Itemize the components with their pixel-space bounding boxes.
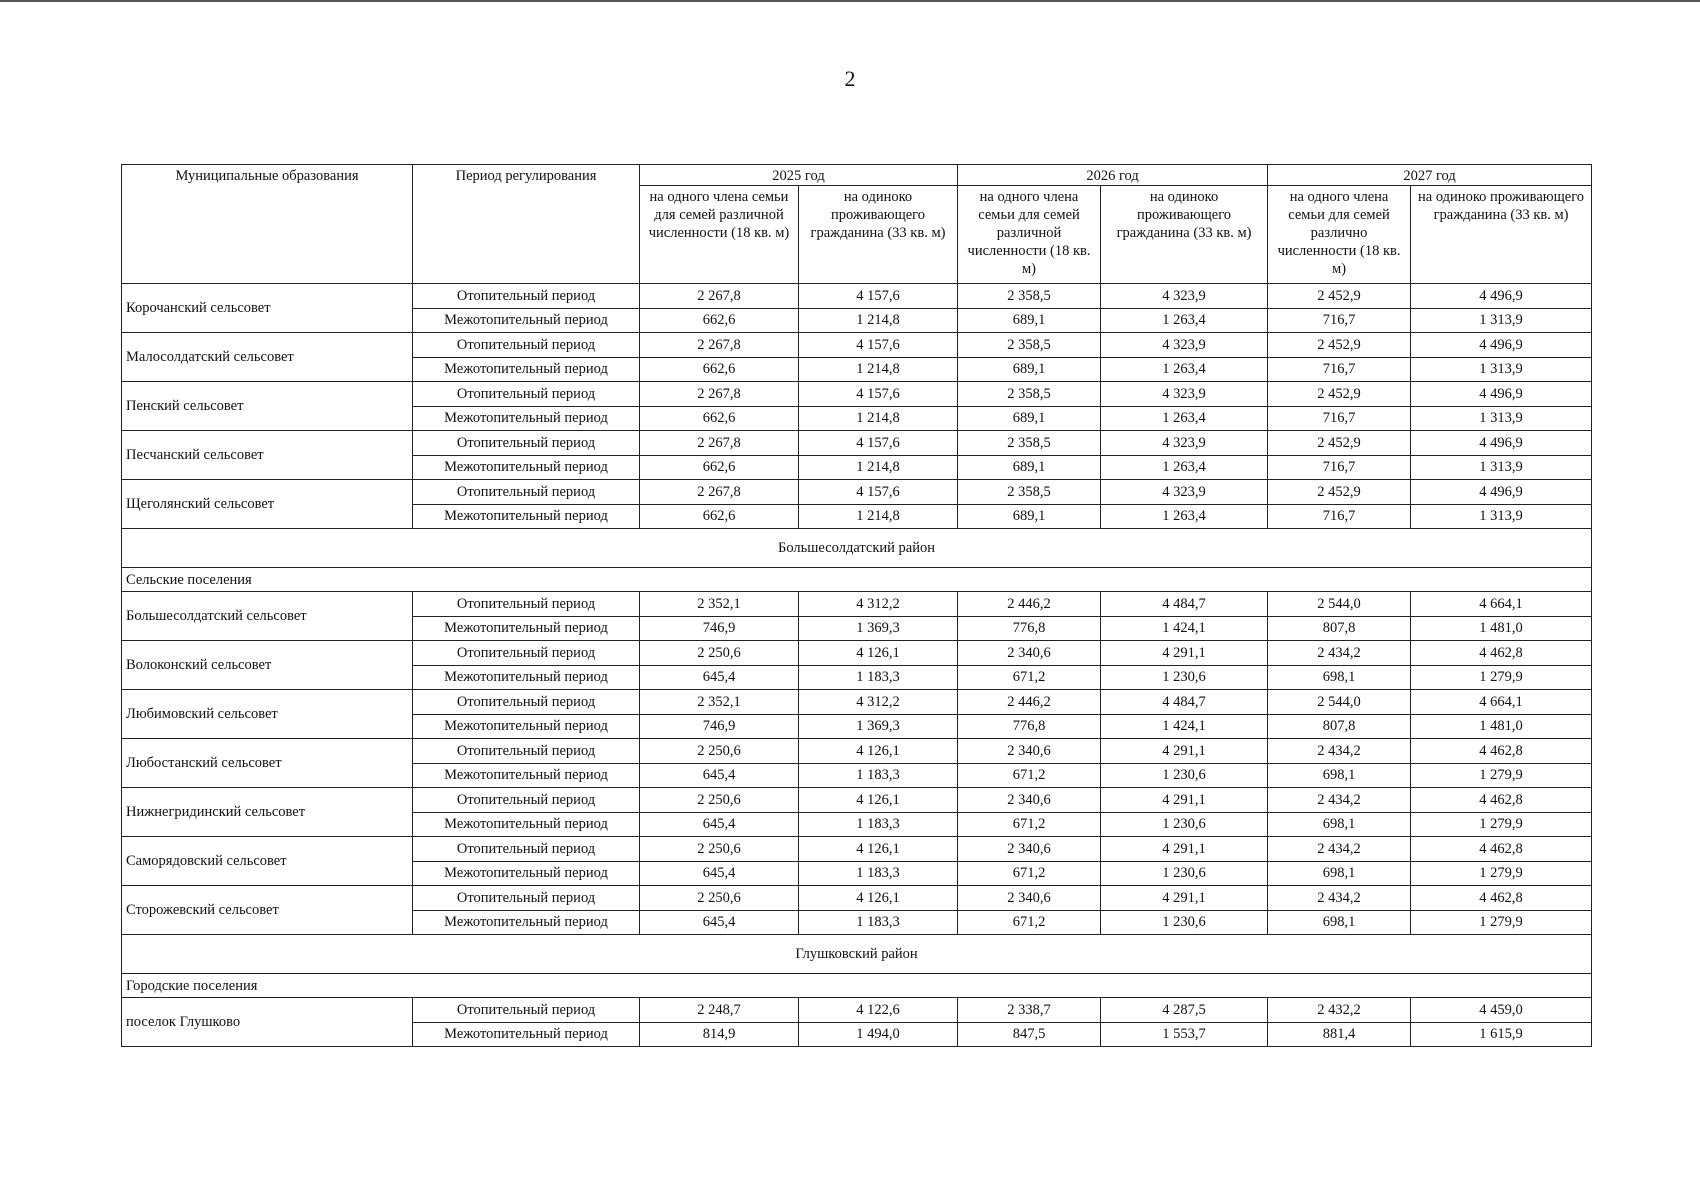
heating-period-label: Отопительный период: [413, 431, 640, 456]
heating-period-label: Отопительный период: [413, 284, 640, 309]
value-cell: 2 250,6: [640, 788, 799, 813]
value-cell: 4 157,6: [799, 382, 958, 407]
value-cell: 4 126,1: [799, 739, 958, 764]
value-cell: 2 358,5: [958, 333, 1101, 358]
district-title: Большесолдатский район: [122, 529, 1592, 568]
value-cell: 4 496,9: [1411, 284, 1592, 309]
value-cell: 1 183,3: [799, 861, 958, 886]
value-cell: 1 424,1: [1101, 714, 1268, 739]
value-cell: 4 291,1: [1101, 641, 1268, 666]
value-cell: 4 312,2: [799, 690, 958, 715]
value-cell: 807,8: [1268, 714, 1411, 739]
value-cell: 1 313,9: [1411, 455, 1592, 480]
value-cell: 671,2: [958, 763, 1101, 788]
value-cell: 2 340,6: [958, 886, 1101, 911]
non-heating-period-label: Межотопительный период: [413, 616, 640, 641]
value-cell: 4 496,9: [1411, 431, 1592, 456]
table-body: [122, 284, 1592, 1047]
value-cell: 2 544,0: [1268, 690, 1411, 715]
value-cell: 716,7: [1268, 504, 1411, 529]
value-cell: 4 462,8: [1411, 886, 1592, 911]
non-heating-period-label: Межотопительный период: [413, 910, 640, 935]
non-heating-period-label: Межотопительный период: [413, 357, 640, 382]
non-heating-period-label: Межотопительный период: [413, 406, 640, 431]
settlement-type-label: Сельские поселения: [122, 568, 1592, 592]
value-cell: 1 230,6: [1101, 910, 1268, 935]
value-cell: 4 484,7: [1101, 592, 1268, 617]
value-cell: 2 267,8: [640, 284, 799, 309]
value-cell: 1 369,3: [799, 616, 958, 641]
table-row: [122, 641, 1592, 666]
page-number: 2: [844, 66, 856, 91]
header-municipality: Муниципальные образования: [122, 165, 413, 284]
value-cell: 4 484,7: [1101, 690, 1268, 715]
value-cell: 1 313,9: [1411, 357, 1592, 382]
tariff-table: [121, 164, 1592, 1047]
value-cell: 2 267,8: [640, 431, 799, 456]
value-cell: 1 313,9: [1411, 504, 1592, 529]
value-cell: 716,7: [1268, 308, 1411, 333]
value-cell: 2 340,6: [958, 788, 1101, 813]
value-cell: 671,2: [958, 665, 1101, 690]
value-cell: 4 291,1: [1101, 788, 1268, 813]
value-cell: 1 214,8: [799, 455, 958, 480]
value-cell: 2 352,1: [640, 592, 799, 617]
value-cell: 4 323,9: [1101, 382, 1268, 407]
value-cell: 671,2: [958, 910, 1101, 935]
municipality-name: поселок Глушково: [122, 998, 413, 1047]
value-cell: 2 338,7: [958, 998, 1101, 1023]
header-year-2027: 2027 год: [1268, 165, 1592, 186]
value-cell: 2 452,9: [1268, 284, 1411, 309]
municipality-name: Пенский сельсовет: [122, 382, 413, 431]
value-cell: 645,4: [640, 665, 799, 690]
value-cell: 645,4: [640, 861, 799, 886]
value-cell: 645,4: [640, 910, 799, 935]
value-cell: 2 432,2: [1268, 998, 1411, 1023]
value-cell: 4 664,1: [1411, 690, 1592, 715]
heating-period-label: Отопительный период: [413, 788, 640, 813]
non-heating-period-label: Межотопительный период: [413, 455, 640, 480]
non-heating-period-label: Межотопительный период: [413, 763, 640, 788]
value-cell: 671,2: [958, 812, 1101, 837]
value-cell: 2 446,2: [958, 592, 1101, 617]
heating-period-label: Отопительный период: [413, 886, 640, 911]
value-cell: 662,6: [640, 504, 799, 529]
table-row: [122, 739, 1592, 764]
municipality-name: Любостанский сельсовет: [122, 739, 413, 788]
value-cell: 807,8: [1268, 616, 1411, 641]
table-row: [122, 592, 1592, 617]
value-cell: 1 279,9: [1411, 812, 1592, 837]
value-cell: 716,7: [1268, 455, 1411, 480]
value-cell: 698,1: [1268, 910, 1411, 935]
value-cell: 847,5: [958, 1022, 1101, 1047]
value-cell: 1 263,4: [1101, 357, 1268, 382]
value-cell: 2 452,9: [1268, 333, 1411, 358]
value-cell: 4 664,1: [1411, 592, 1592, 617]
table-row: [122, 837, 1592, 862]
value-cell: 662,6: [640, 308, 799, 333]
value-cell: 4 462,8: [1411, 641, 1592, 666]
value-cell: 1 183,3: [799, 812, 958, 837]
value-cell: 4 287,5: [1101, 998, 1268, 1023]
value-cell: 1 230,6: [1101, 763, 1268, 788]
municipality-name: Волоконский сельсовет: [122, 641, 413, 690]
header-subcolumn: на одного члена семьи для семей различной численности (18 кв. м): [958, 186, 1101, 284]
heating-period-label: Отопительный период: [413, 382, 640, 407]
value-cell: 4 157,6: [799, 284, 958, 309]
value-cell: 1 279,9: [1411, 910, 1592, 935]
value-cell: 2 340,6: [958, 837, 1101, 862]
non-heating-period-label: Межотопительный период: [413, 714, 640, 739]
value-cell: 1 183,3: [799, 665, 958, 690]
value-cell: 2 358,5: [958, 431, 1101, 456]
value-cell: 698,1: [1268, 861, 1411, 886]
value-cell: 4 126,1: [799, 837, 958, 862]
table-row: [122, 333, 1592, 358]
header-subcolumn: на одиноко проживающего гражданина (33 кв. м): [1411, 186, 1592, 284]
value-cell: 776,8: [958, 616, 1101, 641]
value-cell: 716,7: [1268, 406, 1411, 431]
value-cell: 4 323,9: [1101, 431, 1268, 456]
header-row-years: [122, 165, 1592, 186]
table-row: [122, 998, 1592, 1023]
table-row: [122, 788, 1592, 813]
value-cell: 2 250,6: [640, 837, 799, 862]
value-cell: 4 496,9: [1411, 333, 1592, 358]
value-cell: 4 312,2: [799, 592, 958, 617]
value-cell: 4 323,9: [1101, 333, 1268, 358]
value-cell: 4 126,1: [799, 886, 958, 911]
value-cell: 689,1: [958, 406, 1101, 431]
value-cell: 2 434,2: [1268, 886, 1411, 911]
value-cell: 746,9: [640, 616, 799, 641]
non-heating-period-label: Межотопительный период: [413, 812, 640, 837]
value-cell: 716,7: [1268, 357, 1411, 382]
value-cell: 1 481,0: [1411, 714, 1592, 739]
value-cell: 1 263,4: [1101, 308, 1268, 333]
value-cell: 2 452,9: [1268, 382, 1411, 407]
value-cell: 4 122,6: [799, 998, 958, 1023]
value-cell: 1 313,9: [1411, 406, 1592, 431]
value-cell: 1 214,8: [799, 504, 958, 529]
value-cell: 1 214,8: [799, 406, 958, 431]
value-cell: 1 214,8: [799, 357, 958, 382]
value-cell: 1 279,9: [1411, 763, 1592, 788]
heating-period-label: Отопительный период: [413, 690, 640, 715]
value-cell: 1 279,9: [1411, 861, 1592, 886]
value-cell: 689,1: [958, 504, 1101, 529]
value-cell: 746,9: [640, 714, 799, 739]
value-cell: 2 434,2: [1268, 837, 1411, 862]
value-cell: 4 291,1: [1101, 739, 1268, 764]
header-subcolumn: на одиноко проживающего гражданина (33 кв. м): [799, 186, 958, 284]
value-cell: 2 358,5: [958, 284, 1101, 309]
value-cell: 1 481,0: [1411, 616, 1592, 641]
header-subcolumn: на одиноко проживающего гражданина (33 кв. м): [1101, 186, 1268, 284]
heating-period-label: Отопительный период: [413, 641, 640, 666]
header-year-2026: 2026 год: [958, 165, 1268, 186]
value-cell: 2 340,6: [958, 739, 1101, 764]
value-cell: 814,9: [640, 1022, 799, 1047]
value-cell: 698,1: [1268, 763, 1411, 788]
municipality-name: Сторожевский сельсовет: [122, 886, 413, 935]
tariff-table-container: [121, 164, 1591, 1047]
value-cell: 1 263,4: [1101, 504, 1268, 529]
settlement-type-row: [122, 568, 1592, 592]
value-cell: 645,4: [640, 763, 799, 788]
heating-period-label: Отопительный период: [413, 739, 640, 764]
non-heating-period-label: Межотопительный период: [413, 504, 640, 529]
heating-period-label: Отопительный период: [413, 333, 640, 358]
value-cell: 1 263,4: [1101, 406, 1268, 431]
value-cell: 4 496,9: [1411, 480, 1592, 505]
value-cell: 2 358,5: [958, 382, 1101, 407]
value-cell: 1 424,1: [1101, 616, 1268, 641]
page-top-border: [0, 0, 1700, 2]
value-cell: 2 544,0: [1268, 592, 1411, 617]
value-cell: 4 462,8: [1411, 739, 1592, 764]
heating-period-label: Отопительный период: [413, 998, 640, 1023]
municipality-name: Корочанский сельсовет: [122, 284, 413, 333]
heating-period-label: Отопительный период: [413, 592, 640, 617]
table-row: [122, 382, 1592, 407]
value-cell: 689,1: [958, 455, 1101, 480]
value-cell: 1 313,9: [1411, 308, 1592, 333]
value-cell: 881,4: [1268, 1022, 1411, 1047]
value-cell: 1 369,3: [799, 714, 958, 739]
value-cell: 1 230,6: [1101, 861, 1268, 886]
header-period: Период регулирования: [413, 165, 640, 284]
table-row: [122, 284, 1592, 309]
header-subcolumn: на одного члена семьи для семей различной численности (18 кв. м): [640, 186, 799, 284]
value-cell: 662,6: [640, 455, 799, 480]
non-heating-period-label: Межотопительный период: [413, 861, 640, 886]
value-cell: 4 291,1: [1101, 886, 1268, 911]
value-cell: 1 230,6: [1101, 665, 1268, 690]
district-row: [122, 935, 1592, 974]
value-cell: 4 126,1: [799, 641, 958, 666]
value-cell: 2 267,8: [640, 382, 799, 407]
value-cell: 662,6: [640, 357, 799, 382]
value-cell: 1 214,8: [799, 308, 958, 333]
value-cell: 4 462,8: [1411, 837, 1592, 862]
value-cell: 2 446,2: [958, 690, 1101, 715]
value-cell: 1 279,9: [1411, 665, 1592, 690]
non-heating-period-label: Межотопительный период: [413, 1022, 640, 1047]
value-cell: 4 291,1: [1101, 837, 1268, 862]
value-cell: 4 126,1: [799, 788, 958, 813]
value-cell: 698,1: [1268, 812, 1411, 837]
value-cell: 1 230,6: [1101, 812, 1268, 837]
value-cell: 1 494,0: [799, 1022, 958, 1047]
value-cell: 1 183,3: [799, 910, 958, 935]
value-cell: 4 462,8: [1411, 788, 1592, 813]
value-cell: 4 496,9: [1411, 382, 1592, 407]
municipality-name: Нижнегридинский сельсовет: [122, 788, 413, 837]
municipality-name: Большесолдатский сельсовет: [122, 592, 413, 641]
district-row: [122, 529, 1592, 568]
value-cell: 2 250,6: [640, 739, 799, 764]
heating-period-label: Отопительный период: [413, 480, 640, 505]
municipality-name: Щеголянский сельсовет: [122, 480, 413, 529]
value-cell: 1 183,3: [799, 763, 958, 788]
value-cell: 2 434,2: [1268, 739, 1411, 764]
value-cell: 776,8: [958, 714, 1101, 739]
municipality-name: Саморядовский сельсовет: [122, 837, 413, 886]
value-cell: 2 267,8: [640, 480, 799, 505]
value-cell: 4 157,6: [799, 333, 958, 358]
value-cell: 2 248,7: [640, 998, 799, 1023]
value-cell: 2 250,6: [640, 886, 799, 911]
settlement-type-row: [122, 974, 1592, 998]
value-cell: 2 352,1: [640, 690, 799, 715]
value-cell: 1 263,4: [1101, 455, 1268, 480]
value-cell: 671,2: [958, 861, 1101, 886]
value-cell: 2 452,9: [1268, 480, 1411, 505]
non-heating-period-label: Межотопительный период: [413, 308, 640, 333]
value-cell: 689,1: [958, 357, 1101, 382]
value-cell: 4 157,6: [799, 431, 958, 456]
district-title: Глушковский район: [122, 935, 1592, 974]
value-cell: 1 615,9: [1411, 1022, 1592, 1047]
municipality-name: Песчанский сельсовет: [122, 431, 413, 480]
value-cell: 4 323,9: [1101, 480, 1268, 505]
value-cell: 2 358,5: [958, 480, 1101, 505]
value-cell: 2 340,6: [958, 641, 1101, 666]
header-subcolumn: на одного члена семьи для семей различно численности (18 кв. м): [1268, 186, 1411, 284]
value-cell: 2 452,9: [1268, 431, 1411, 456]
value-cell: 2 434,2: [1268, 641, 1411, 666]
value-cell: 4 157,6: [799, 480, 958, 505]
value-cell: 4 459,0: [1411, 998, 1592, 1023]
table-row: [122, 480, 1592, 505]
value-cell: 698,1: [1268, 665, 1411, 690]
heating-period-label: Отопительный период: [413, 837, 640, 862]
header-year-2025: 2025 год: [640, 165, 958, 186]
table-row: [122, 886, 1592, 911]
value-cell: 662,6: [640, 406, 799, 431]
value-cell: 645,4: [640, 812, 799, 837]
value-cell: 4 323,9: [1101, 284, 1268, 309]
value-cell: 2 267,8: [640, 333, 799, 358]
value-cell: 1 553,7: [1101, 1022, 1268, 1047]
municipality-name: Малосолдатский сельсовет: [122, 333, 413, 382]
value-cell: 2 434,2: [1268, 788, 1411, 813]
value-cell: 2 250,6: [640, 641, 799, 666]
value-cell: 689,1: [958, 308, 1101, 333]
municipality-name: Любимовский сельсовет: [122, 690, 413, 739]
non-heating-period-label: Межотопительный период: [413, 665, 640, 690]
settlement-type-label: Городские поселения: [122, 974, 1592, 998]
table-row: [122, 690, 1592, 715]
table-row: [122, 431, 1592, 456]
